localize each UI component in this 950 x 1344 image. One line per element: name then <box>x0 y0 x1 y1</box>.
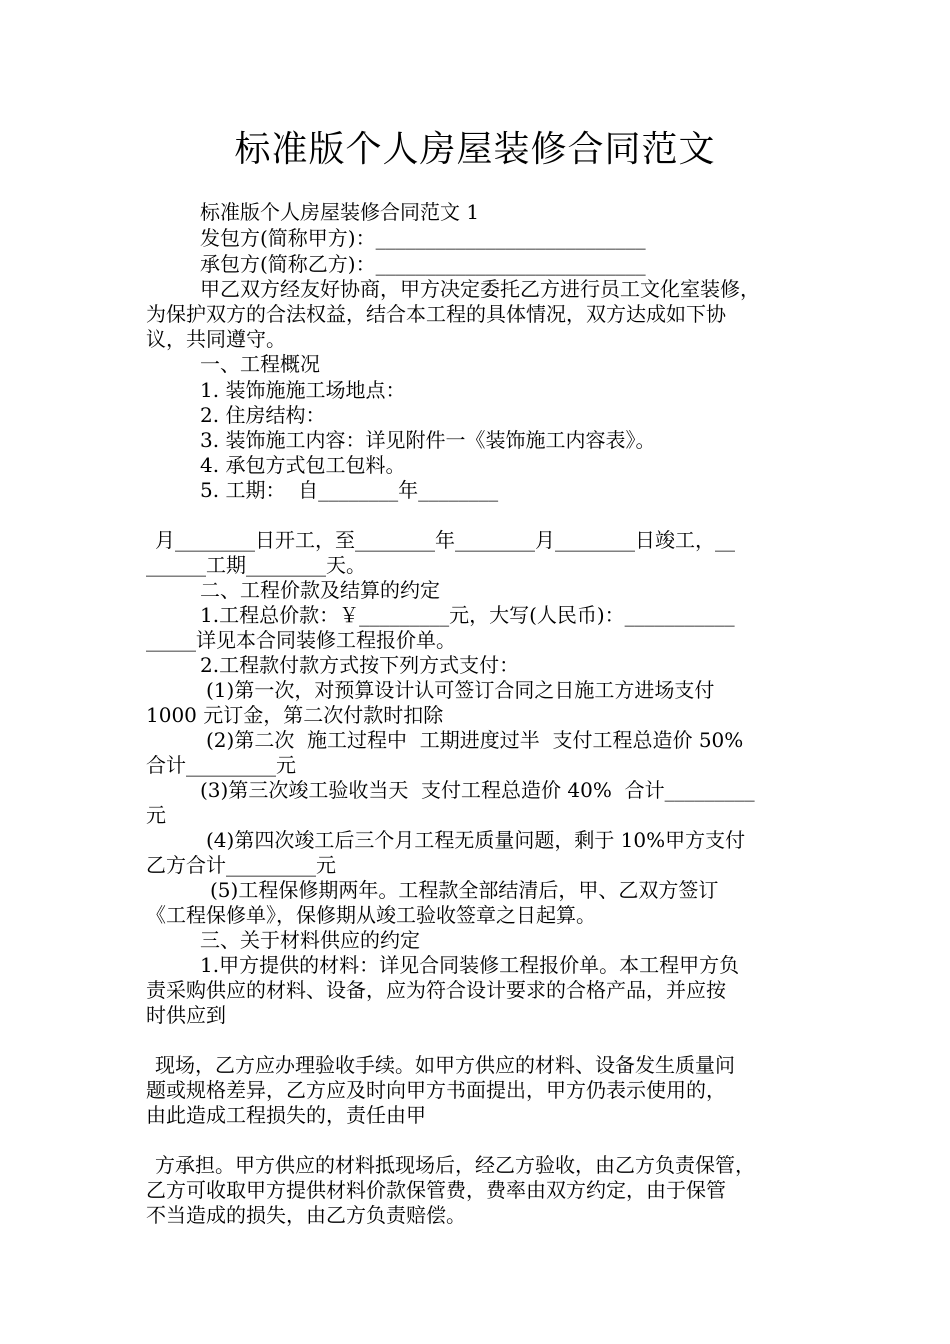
section-heading: 一、工程概况 <box>200 352 320 376</box>
paragraph-line: 议，共同遵守。 <box>146 327 286 351</box>
paragraph-line: 方承担。甲方供应的材料抵现场后，经乙方验收，由乙方负责保管， <box>155 1153 755 1177</box>
paragraph-line: 元 <box>146 803 166 827</box>
document-title: 标准版个人房屋装修合同范文 <box>234 129 716 170</box>
paragraph-line: 由此造成工程损失的，责任由甲 <box>146 1103 426 1127</box>
paragraph-line: 合计_________元 <box>146 753 296 777</box>
paragraph-line: 甲乙双方经友好协商，甲方决定委托乙方进行员工文化室装修， <box>200 277 760 301</box>
paragraph-line: 责采购供应的材料、设备，应为符合设计要求的合格产品，并应按 <box>146 978 726 1002</box>
list-item: 1. 装饰施施工场地点： <box>200 378 406 402</box>
paragraph-line: 月________日开工，至________年________月________日竣工，__ <box>155 528 735 552</box>
paragraph-line: 时供应到 <box>146 1003 226 1027</box>
paragraph-line: _____详见本合同装修工程报价单。 <box>146 628 456 652</box>
party-b-line: 承包方(简称乙方)：___________________________ <box>200 252 646 276</box>
paragraph-line: ______工期________天。 <box>146 553 366 577</box>
list-item: 1.甲方提供的材料：详见合同装修工程报价单。本工程甲方负 <box>200 953 740 977</box>
paragraph-line: 题或规格差异，乙方应及时向甲方书面提出，甲方仍表示使用的， <box>146 1078 726 1102</box>
paragraph-line: 1000 元订金，第二次付款时扣除 <box>146 703 444 727</box>
paragraph-line: 《工程保修单》，保修期从竣工验收签章之日起算。 <box>146 903 596 927</box>
list-item: (4)第四次竣工后三个月工程无质量问题，剩于 10%甲方支付 <box>206 828 746 852</box>
paragraph-line: 乙方可收取甲方提供材料价款保管费，费率由双方约定，由于保管 <box>146 1178 726 1202</box>
paragraph-line: 不当造成的损失，由乙方负责赔偿。 <box>146 1203 466 1227</box>
list-item: (3)第三次竣工验收当天 支付工程总造价 40% 合计_________ <box>200 778 755 802</box>
list-item: 5. 工期： 自________年________ <box>200 478 499 502</box>
list-item: 4. 承包方式包工包料。 <box>200 453 406 477</box>
list-item: 1.工程总价款：￥_________元，大写(人民币)：___________ <box>200 603 735 627</box>
list-item: 3. 装饰施工内容：详见附件一《装饰施工内容表》。 <box>200 428 656 452</box>
section-heading: 二、工程价款及结算的约定 <box>200 578 440 602</box>
section-heading: 三、关于材料供应的约定 <box>200 928 420 952</box>
list-item: (2)第二次 施工过程中 工期进度过半 支付工程总造价 50% <box>206 728 744 752</box>
paragraph-line: 乙方合计_________元 <box>146 853 336 877</box>
list-item: 2.工程款付款方式按下列方式支付： <box>200 653 520 677</box>
paragraph-line: 现场，乙方应办理验收手续。如甲方供应的材料、设备发生质量问 <box>155 1053 735 1077</box>
list-item: (1)第一次，对预算设计认可签订合同之日施工方进场支付 <box>206 678 715 702</box>
subtitle-line: 标准版个人房屋装修合同范文 1 <box>200 200 480 224</box>
party-a-line: 发包方(简称甲方)：___________________________ <box>200 226 646 250</box>
list-item: (5)工程保修期两年。工程款全部结清后，甲、乙双方签订 <box>210 878 719 902</box>
paragraph-line: 为保护双方的合法权益，结合本工程的具体情况，双方达成如下协 <box>146 302 726 326</box>
list-item: 2. 住房结构： <box>200 403 326 427</box>
